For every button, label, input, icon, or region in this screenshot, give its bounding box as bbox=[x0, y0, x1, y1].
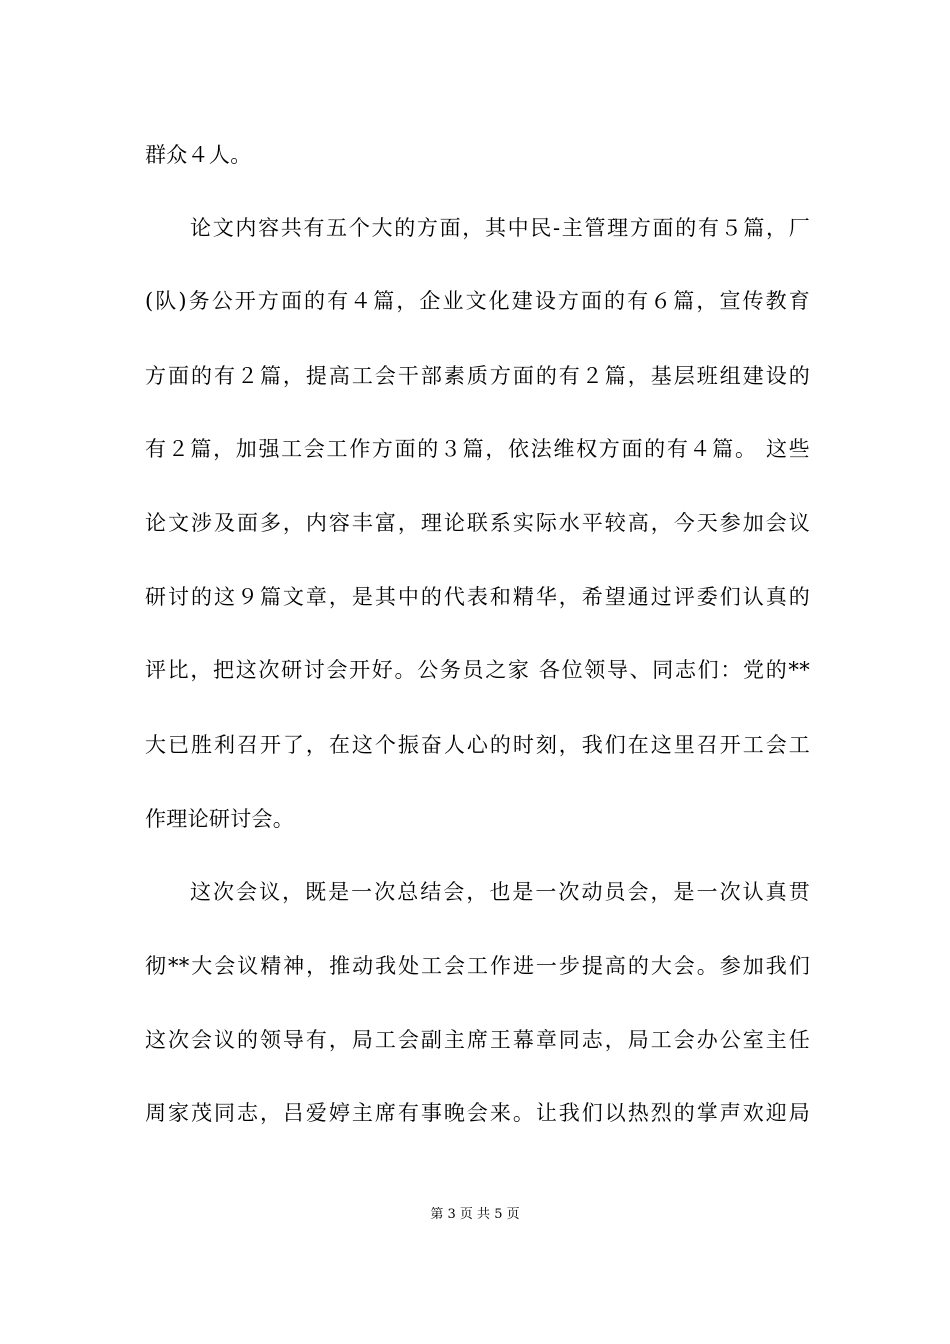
paragraph-line: (队)务公开方面的有４篇，企业文化建设方面的有６篇，宣传教育 bbox=[145, 289, 810, 313]
paragraph-line: 有２篇，加强工会工作方面的３篇，依法维权方面的有４篇。 这些 bbox=[145, 437, 810, 461]
paragraph-line: 周家茂同志，吕爱婷主席有事晚会来。让我们以热烈的掌声欢迎局 bbox=[145, 1101, 810, 1125]
paragraph-line: 彻**大会议精神，推动我处工会工作进一步提高的大会。参加我们 bbox=[145, 954, 810, 978]
paragraph-line: 论文内容共有五个大的方面，其中民-主管理方面的有５篇，厂 bbox=[190, 216, 810, 240]
paragraph-line: 这次会议的领导有，局工会副主席王幕章同志，局工会办公室主任 bbox=[145, 1028, 810, 1052]
paragraph-line: 作理论研讨会。 bbox=[145, 807, 295, 831]
paragraph-line: 评比，把这次研讨会开好。公务员之家 各位领导、同志们：党的** bbox=[145, 658, 810, 682]
paragraph-line: 大已胜利召开了，在这个振奋人心的时刻，我们在这里召开工会工 bbox=[145, 733, 810, 757]
paragraph-line: 研讨的这９篇文章，是其中的代表和精华，希望通过评委们认真的 bbox=[145, 585, 810, 609]
paragraph-line: 方面的有２篇，提高工会干部素质方面的有２篇，基层班组建设的 bbox=[145, 364, 810, 388]
paragraph-line: 群众４人。 bbox=[145, 143, 252, 167]
paragraph-line: 论文涉及面多，内容丰富，理论联系实际水平较高，今天参加会议 bbox=[145, 511, 810, 535]
page-number-footer: 第 3 页 共 5 页 bbox=[430, 1207, 520, 1222]
paragraph-line: 这次会议，既是一次总结会，也是一次动员会，是一次认真贯 bbox=[190, 880, 810, 904]
